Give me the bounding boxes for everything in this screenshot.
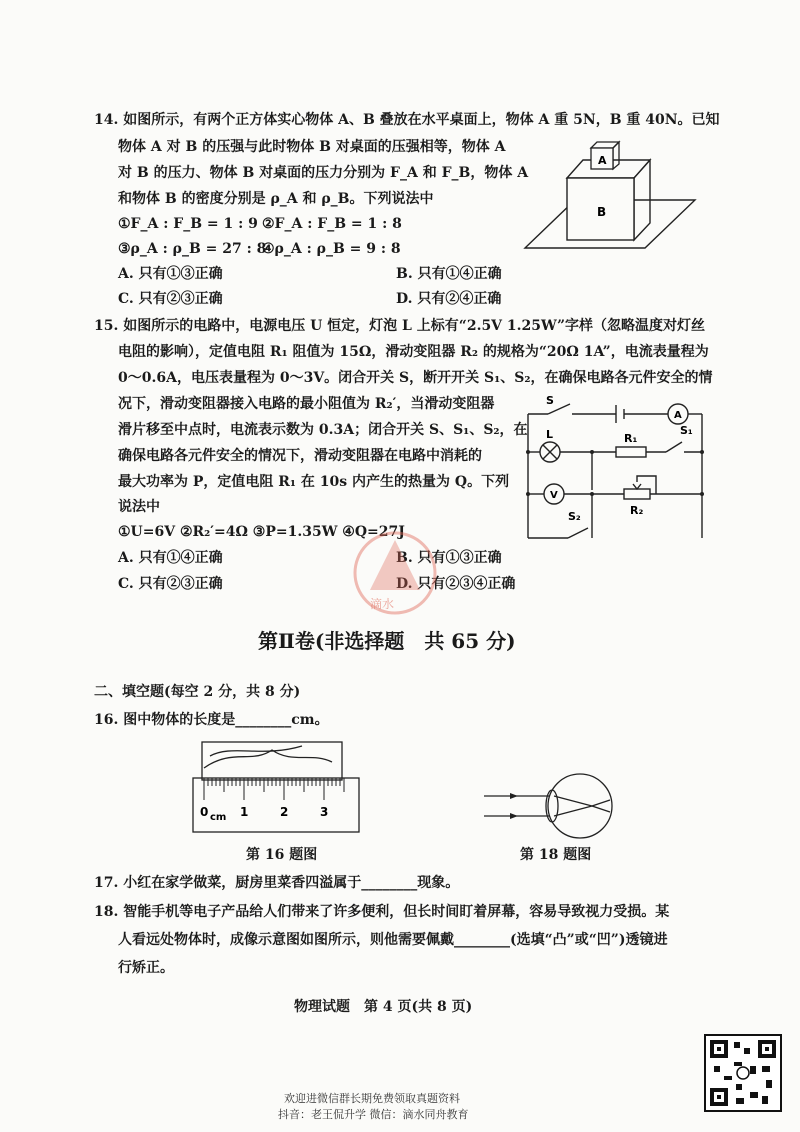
q14-option-3: ③ρ_A : ρ_B = 27 : 8 <box>118 241 267 257</box>
label-r2: R₂ <box>630 504 644 517</box>
label-l: L <box>546 428 554 441</box>
q15-line5: 滑片移至中点时，电流表示数为 0.3A；闭合开关 S、S₁、S₂，在 <box>118 422 528 438</box>
q14-option-2: ②F_A : F_B = 1 : 8 <box>262 216 402 232</box>
q15-line3: 0～0.6A，电压表量程为 0～3V。闭合开关 S，断开开关 S₁、S₂，在确保电路各元件安全的情 <box>118 370 713 386</box>
fill-heading: 二、填空题(每空 2 分，共 8 分) <box>94 684 301 700</box>
q14-choice-c: C. 只有②③正确 <box>118 291 223 307</box>
q16-text: 16. 图中物体的长度是________cm。 <box>94 712 329 728</box>
q15-line4: 况下，滑动变阻器接入电路的最小阻值为 R₂′，当滑动变阻器 <box>118 396 495 412</box>
q14-cube-figure <box>515 138 700 258</box>
q15-options: ①U=6V ②R₂′=4Ω ③P=1.35W ④Q=27J <box>118 524 405 540</box>
ruler <box>193 778 359 832</box>
ruler-label-0: 0 <box>200 805 209 819</box>
ruler-label-1: 1 <box>240 805 249 819</box>
q14-line1: 14. 如图所示，有两个正方体实心物体 A、B 叠放在水平桌面上，物体 A 重 5N，B 重 40N。已知 <box>94 112 720 128</box>
fig18-caption: 第 18 题图 <box>520 847 592 863</box>
watermark-text: 滴水 <box>370 597 395 611</box>
cube-b-label: B <box>597 205 607 219</box>
q14-option-4: ④ρ_A : ρ_B = 9 : 8 <box>262 241 401 257</box>
label-s1: S₁ <box>680 424 693 437</box>
ruler-label-cm: cm <box>210 812 227 823</box>
q18-eye-figure <box>480 770 620 842</box>
label-r1: R₁ <box>624 432 638 445</box>
switch-s1 <box>666 442 682 452</box>
q15-line2: 电阻的影响），定值电阻 R₁ 阻值为 15Ω，滑动变阻器 R₂ 的规格为“20Ω 1A”，电流表量程为 <box>118 344 709 360</box>
qr-code <box>704 1034 782 1112</box>
q14-choice-d: D. 只有②④正确 <box>396 291 502 307</box>
resistor-r2 <box>624 489 650 499</box>
watermark-logo <box>340 528 450 618</box>
q15-choice-b: B. 只有①③正确 <box>396 550 502 566</box>
cube-a-label: A <box>598 154 607 167</box>
label-ammeter: A <box>674 410 682 421</box>
ruler-label-2: 2 <box>280 805 289 819</box>
promo-line-1: 欢迎进微信群长期免费领取真题资料 <box>284 1092 460 1105</box>
q15-choice-a: A. 只有①④正确 <box>118 550 223 566</box>
switch-s2 <box>568 528 588 538</box>
q15-choice-d: D. 只有②③④正确 <box>396 576 516 592</box>
q16-ruler-figure <box>192 738 362 834</box>
ruler-label-3: 3 <box>320 805 329 819</box>
q17-text: 17. 小红在家学做菜，厨房里菜香四溢属于________现象。 <box>94 875 460 891</box>
q18-line2: 人看远处物体时，成像示意图如图所示，则他需要佩戴________(选填“凸”或“凹”)透镜进 <box>118 932 668 948</box>
q15-circuit-diagram <box>520 390 710 550</box>
q14-option-1: ①F_A : F_B = 1 : 9 <box>118 216 258 232</box>
q14-choice-b: B. 只有①④正确 <box>396 266 502 282</box>
q15-choice-c: C. 只有②③正确 <box>118 576 223 592</box>
q18-line3: 行矫正。 <box>118 960 174 976</box>
section2-title: 第Ⅱ卷(非选择题 共 65 分) <box>258 629 516 653</box>
q14-choice-a: A. 只有①③正确 <box>118 266 223 282</box>
q18-line1: 18. 智能手机等电子产品给人们带来了许多便利，但长时间盯着屏幕，容易导致视力受损。某 <box>94 904 670 920</box>
q15-line8: 说法中 <box>118 499 160 515</box>
q15-line1: 15. 如图所示的电路中，电源电压 U 恒定，灯泡 L 上标有“2.5V 1.25W”字样（忽略温度对灯丝 <box>94 318 706 334</box>
q14-line3: 对 B 的压力、物体 B 对桌面的压力分别为 F_A 和 F_B，物体 A <box>118 165 529 181</box>
q15-line6: 确保电路各元件安全的情况下，滑动变阻器在电路中消耗的 <box>118 448 482 464</box>
label-voltmeter: V <box>550 490 558 501</box>
label-s2: S₂ <box>568 510 581 523</box>
promo-line-2: 抖音：老王侃升学 微信：滴水同舟教育 <box>278 1108 469 1121</box>
q14-line4: 和物体 B 的密度分别是 ρ_A 和 ρ_B。下列说法中 <box>118 191 434 207</box>
label-s: S <box>546 394 554 407</box>
q15-line7: 最大功率为 P，定值电阻 R₁ 在 10s 内产生的热量为 Q。下列 <box>118 474 510 490</box>
qr-pattern <box>706 1036 780 1110</box>
resistor-r1 <box>616 447 646 457</box>
measured-object <box>202 742 342 780</box>
fig16-caption: 第 16 题图 <box>246 847 318 863</box>
q14-line2: 物体 A 对 B 的压强与此时物体 B 对桌面的压强相等，物体 A <box>118 139 506 155</box>
page-footer: 物理试题 第 4 页(共 8 页) <box>294 999 473 1015</box>
